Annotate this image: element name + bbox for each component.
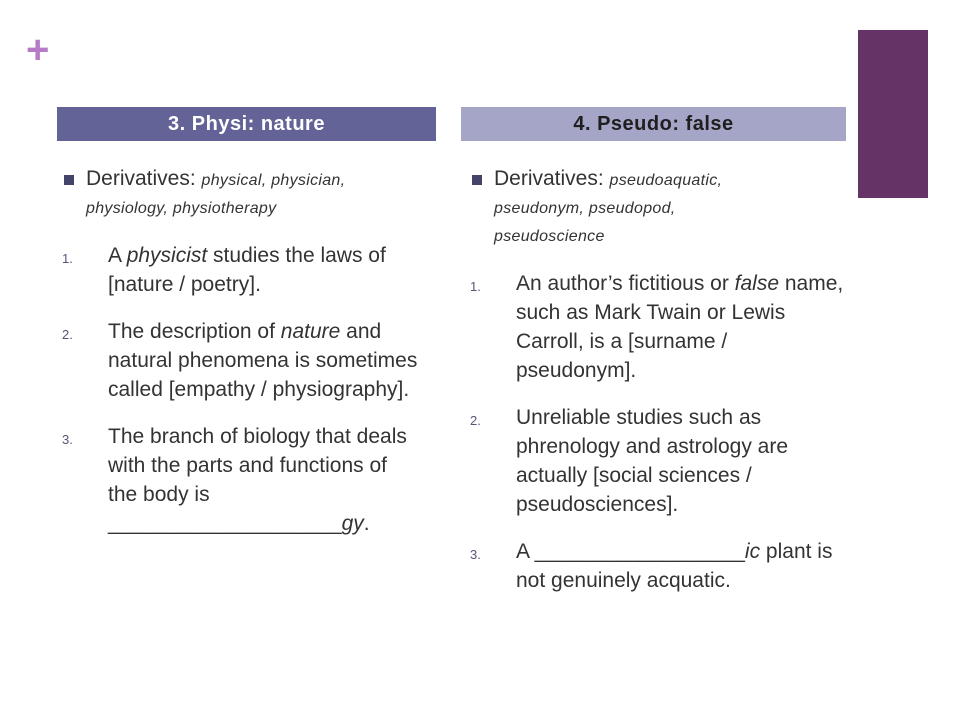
derivatives-item	[470, 165, 846, 251]
plus-icon: +	[26, 28, 50, 72]
item-number: 1.	[470, 279, 481, 294]
derivatives-label: Derivatives:	[494, 167, 610, 190]
column-header-physi: 3. Physi: nature	[57, 107, 436, 141]
derivatives-item	[62, 165, 422, 223]
item-emphasis: ic	[744, 540, 761, 563]
derivatives-words-line1: pseudoaquatic,	[609, 172, 723, 189]
item-text-end: studies the laws of [nature / poetry].	[108, 244, 386, 296]
column-pseudo	[470, 165, 846, 613]
square-bullet-icon	[472, 175, 482, 185]
derivatives-words-line2: physiology, physiotherapy	[86, 200, 277, 217]
item-text: The branch of biology that deals with the parts and functions of the body is ____________________	[108, 425, 407, 535]
item-text-end: .	[363, 512, 370, 535]
item-number: 3.	[62, 432, 73, 447]
derivatives-words-line1: physical, physician,	[201, 172, 346, 189]
item-text: An author’s fictitious or	[516, 272, 735, 295]
item-number: 1.	[62, 251, 73, 266]
derivatives-words-line3: pseudoscience	[494, 228, 605, 245]
list-item	[470, 403, 846, 519]
column-header-pseudo: 4. Pseudo: false	[461, 107, 846, 141]
list-item	[62, 422, 422, 538]
derivatives-label: Derivatives:	[86, 167, 202, 190]
item-text-end: and natural phenomena is sometimes called [empathy / physiography].	[108, 320, 418, 401]
square-bullet-icon	[64, 175, 74, 185]
item-text-end: plant is not genuinely acquatic.	[516, 540, 833, 592]
item-emphasis: nature	[280, 320, 341, 343]
item-number: 2.	[62, 327, 73, 342]
item-emphasis: gy	[341, 512, 364, 535]
list-item	[62, 241, 422, 299]
item-text: A __________________	[516, 540, 745, 563]
derivatives-words-line2: pseudonym, pseudopod,	[494, 200, 676, 217]
item-number: 3.	[470, 547, 481, 562]
item-emphasis: physicist	[126, 244, 208, 267]
item-text: The description of	[108, 320, 281, 343]
item-text: A	[108, 244, 127, 267]
item-text-end: name, such as Mark Twain or Lewis Carroll, is a [surname / pseudonym].	[516, 272, 844, 382]
accent-bar	[858, 30, 928, 198]
list-item	[470, 537, 846, 595]
list-item	[62, 317, 422, 404]
item-number: 2.	[470, 413, 481, 428]
question-list	[62, 241, 422, 538]
question-list	[470, 269, 846, 595]
list-item	[470, 269, 846, 385]
column-physi	[62, 165, 422, 556]
item-emphasis: false	[734, 272, 780, 295]
item-text: Unreliable studies such as phrenology and astrology are actually [social sciences / pseudosciences].	[516, 406, 789, 516]
